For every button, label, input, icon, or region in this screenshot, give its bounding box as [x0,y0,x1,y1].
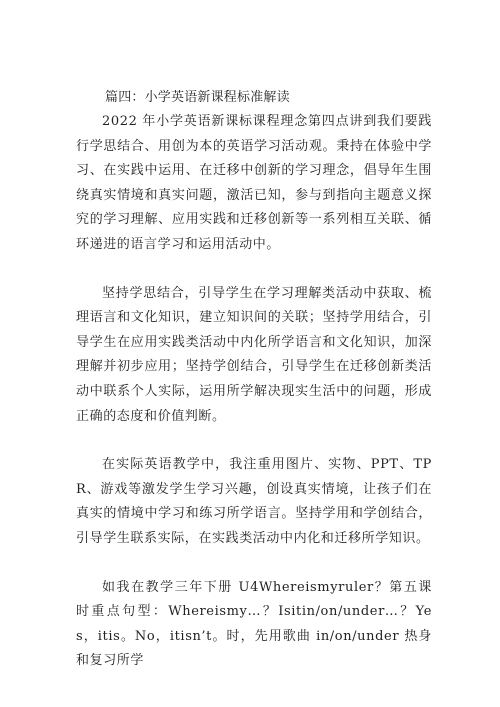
document-page [76,86,432,674]
paragraph-4: 如我在教学三年下册 U4Whereismyruler？第五课时重点句型：Whereismy…？Isitin/on/under…？Yes，itis。No，itisn’t。时，先用歌曲 in/on/under 热身和复习所学 [76,579,432,669]
paragraph-2: 坚持学思结合，引导学生在学习理解类活动中获取、梳理语言和文化知识，建立知识间的关联；坚持学用结合，引导学生在应用实践类活动中内化所学语言和文化知识，加深理解并初步应用；坚持学创结合，引导学生在迁移创新类活动中联系个人实际，运用所学解决现实生活中的问题，形成正确的态度和价值判断。 [76,285,432,424]
paragraph-1: 2022 年小学英语新课标课程理念第四点讲到我们要践行学思结合、用创为本的英语学习活动观。秉持在体验中学习、在实践中运用、在迁移中创新的学习理念，倡导年生围绕真实情境和真实问题，激活已知，参与到指向主题意义探究的学习理解、应用实践和迁移创新等一系列相互关联、循环递进的语言学习和运用活动中。 [76,114,432,252]
section-title: 篇四：小学英语新课程标准解读 [105,90,290,105]
paragraph-3: 在实际英语教学中，我注重用图片、实物、PPT、TPR、游戏等激发学生学习兴趣，创设真实情境，让孩子们在真实的情境中学习和练习所学语言。坚持学用和学创结合，引导学生联系实际，在实践类活动中内化和迁移所学知识。 [76,457,432,546]
